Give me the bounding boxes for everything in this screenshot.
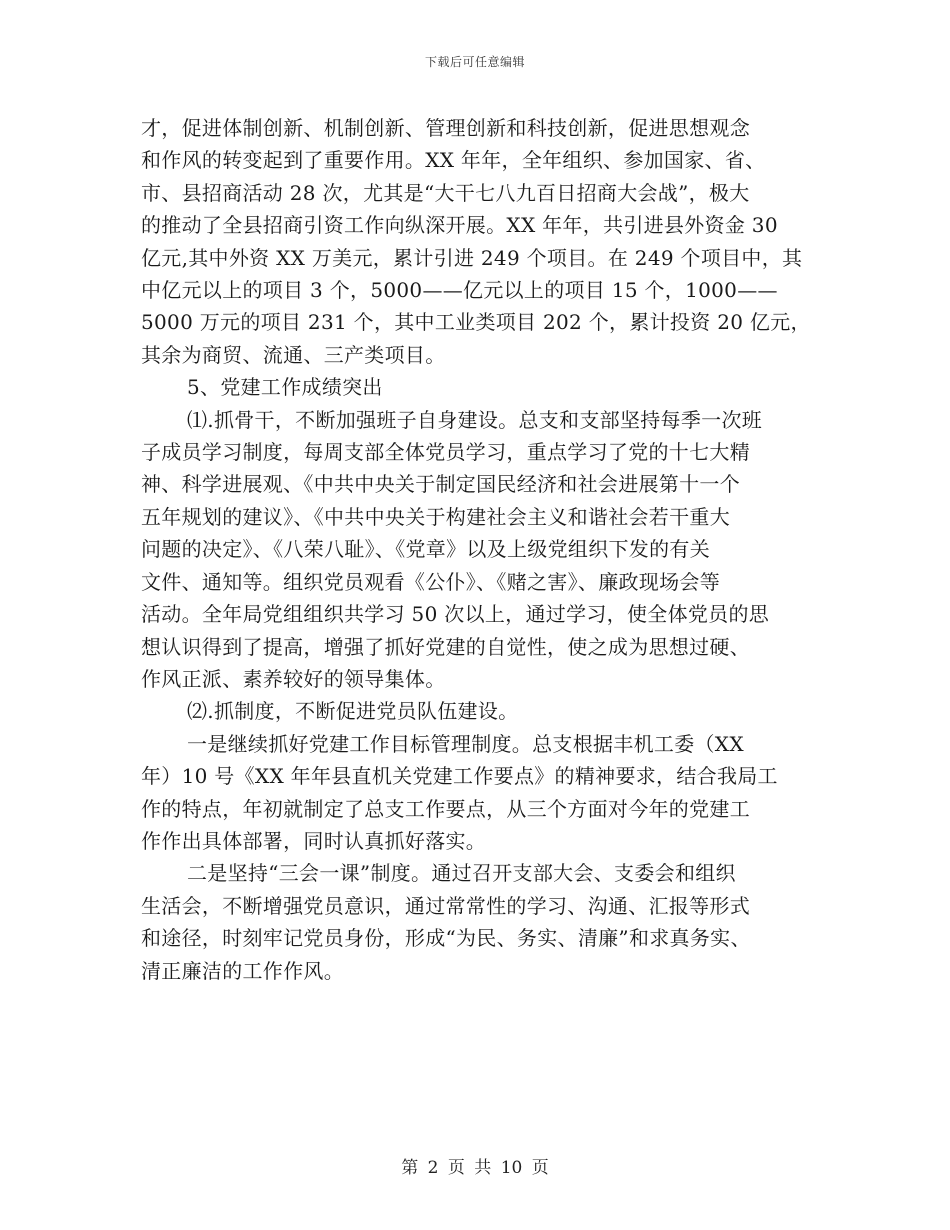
paragraph-start: ⑵.抓制度，不断促进党员队伍建设。 (187, 699, 519, 724)
text-line: 活动。全年局党组组织共学习 50 次以上，通过学习，使全体党员的思 (141, 602, 770, 627)
section-heading: 5、党建工作成绩突出 (187, 375, 383, 400)
text-line: 其余为商贸、流通、三产类项目。 (141, 342, 446, 367)
text-line: 亿元,其中外资 XX 万美元，累计引进 249 个项目。在 249 个项目中，其 (141, 245, 803, 270)
text-line: 市、县招商活动 28 次，尤其是“大干七八九百日招商大会战”，极大 (141, 180, 750, 205)
page-number-footer: 第 2 页 共 10 页 (401, 1158, 549, 1178)
text-line: 才，促进体制创新、机制创新、管理创新和科技创新，促进思想观念 (141, 116, 750, 140)
text-line: 作作出具体部署，同时认真抓好落实。 (141, 828, 487, 853)
text-line: 问题的决定》、《八荣八耻》、《党章》以及上级党组织下发的有关 (141, 537, 710, 562)
text-line: 5000 万元的项目 231 个，其中工业类项目 202 个，累计投资 20 亿元， (141, 310, 811, 335)
text-line: 神、科学进展观、《中共中央关于制定国民经济和社会进展第十一个 (141, 472, 740, 497)
text-line: 清正廉洁的工作作风。 (141, 958, 344, 983)
text-line: 的推动了全县招商引资工作向纵深开展。XX 年年，共引进县外资金 30 (141, 213, 778, 238)
text-line: 子成员学习制度，每周支部全体党员学习，重点学习了党的十七大精 (141, 440, 750, 465)
text-line: 五年规划的建议》、《中共中央关于构建社会主义和谐社会若干重大 (141, 504, 730, 529)
paragraph-start: 二是坚持“三会一课”制度。通过召开支部大会、支委会和组织 (187, 861, 736, 886)
paragraph-start: ⑴.抓骨干，不断加强班子自身建设。总支和支部坚持每季一次班 (187, 407, 763, 432)
body-text (141, 112, 821, 987)
text-line: 作的特点，年初就制定了总支工作要点，从三个方面对今年的党建工 (141, 796, 750, 821)
text-line: 年）10 号《XX 年年县直机关党建工作要点》的精神要求，结合我局工 (141, 764, 778, 789)
text-line: 中亿元以上的项目 3 个，5000——亿元以上的项目 15 个，1000—— (141, 278, 778, 303)
text-line: 和作风的转变起到了重要作用。XX 年年，全年组织、参加国家、省、 (141, 148, 766, 173)
text-line: 和途径，时刻牢记党员身份，形成“为民、务实、清廉”和求真务实、 (141, 926, 751, 951)
text-line: 想认识得到了提高，增强了抓好党建的自觉性，使之成为思想过硬、 (141, 634, 750, 659)
page-header: 下载后可任意编辑 (424, 55, 525, 69)
paragraph-start: 一是继续抓好党建工作目标管理制度。总支根据丰机工委（XX (187, 731, 744, 756)
text-line: 生活会，不断增强党员意识，通过常常性的学习、沟通、汇报等形式 (141, 893, 750, 918)
text-line: 作风正派、素养较好的领导集体。 (141, 666, 446, 691)
text-line: 文件、通知等。组织党员观看《公仆》、《赌之害》、廉政现场会等 (141, 569, 720, 594)
